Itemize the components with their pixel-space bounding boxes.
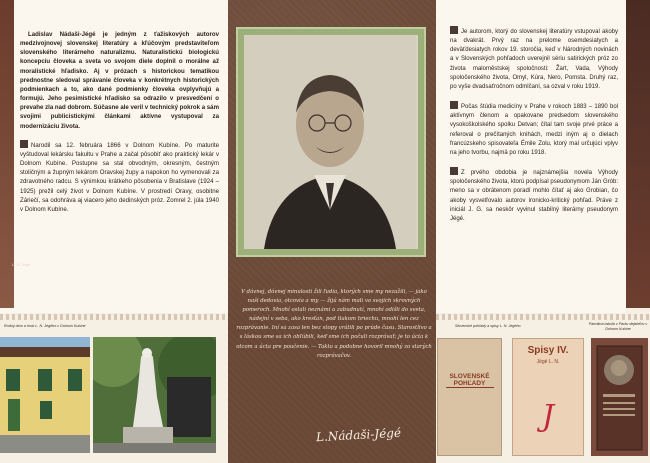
bullet-square-icon (450, 26, 458, 34)
right-paragraph-1: Je autorom, ktorý do slovenskej literatúry vstupoval akoby na dvakrát. Prvý raz na prelome osemdesiatych a deväťdesiatych rokov 19. storočia, keď v Národných novinách a v Slovenských pohľadoch uverejnil sériu satirických próz zo života maloměstskej spoločnosti: Žart, Vada, Výhody spoločenského života, Omyl, Kúra, Nero, Pomsta. Druhý raz, po vyše dvadsaťročnom odmlčaní, sa ozval v roku 1919. (450, 26, 618, 92)
bullet-square-icon (450, 167, 458, 175)
portrait-frame (236, 27, 426, 257)
slovenske-pohlady-book (437, 338, 502, 456)
portrait-photo (244, 35, 418, 249)
plaque-caption: Pamätná tabuľa v Parku dejateľov v Dolnom Kubíne (588, 322, 648, 331)
right-paragraph-3: Z prvého obdobia je najznámejšia novela Výhody spoločenského života, ktorú podpísal pseudonymom Ján Grób: meno sa v obrátenom poradí mohlo čítať aj ako Grobian, čo akoby vysvetľovalo autorov ironicko-kritický pohľad. Práve z iniciál J. G. sa neskôr vyvinul stabilný literárny pseudonym Jégé. (450, 167, 618, 224)
bullet-square-icon (450, 101, 458, 109)
book2-title: Spisy IV. (527, 345, 569, 356)
photos-caption: Rodný dom a hrob L. N. Jégého v Dolnom Kubíne (4, 324, 86, 328)
book2-monogram: J (541, 399, 555, 434)
statue-illustration (93, 337, 216, 453)
right-paragraph-2: Počas štúdia medicíny v Prahe v rokoch 1883 – 1890 bol aktívnym členom a opakovane predsedom slovenského vysokoškolského spolku Detvan; čítal tam svoje prvé práce a referoval o prečítaných knihách, medzi iným aj o dielach francúzskeho spisovateľa Émile Zolu, ktorý mal určujúci vplyv na jeho tvorbu, najmä po roku 1918. (450, 101, 618, 158)
house-illustration (0, 337, 90, 453)
book1-title: SLOVENSKÉ POHĽADY (449, 373, 490, 387)
center-panel (228, 0, 436, 463)
portrait-illustration (244, 35, 416, 249)
right-decorative-strip (626, 0, 650, 308)
memorial-plaque (591, 338, 648, 456)
right-text-block (450, 26, 618, 224)
spisy-book (512, 338, 584, 456)
grave-statue-photo (93, 337, 216, 453)
author-signature: L.Nádaši-Jégé (315, 425, 402, 445)
biography-paragraph: Narodil sa 12. februára 1866 v Dolnom Kubíne. Po maturite vyštudoval lekársku fakultu v Prahe a začal pôsobiť ako praktický lekár v Dolnom Kubíne. Postupne sa stal obvodným, okresným, čestným stoličným a župným lekárom Oravskej župy a napokon ho vymenovali za zdravotného radcu. S výnimkou krátkeho pôsobenia v Bratislave (1924 – 1925) prežil celý život v Dolnom Kubíne. V prostredí Oravy, osobitne Záriečí, sa odohráva aj viacero jeho dedinských próz. Zomrel 2. júla 1940 v Dolnom Kubíne. (20, 141, 219, 213)
quote-text: V dávnej, dávnej minulosti žili ľudia, ktorých sme my nezažili, — jako naši dedovia, otcovia a my — žijú nám mali vo svojich skrovných pomeroch. Mnohí ostali neznámi a zabudnutí, mnohí odišli do sveta, nádejní v seba, ako kresťan, pod tlakom hriechu, mnohí len cez rozprávanie. Iní sa zasa len bez stopy vrátili po prúde času. Starostlivo a s láskou sme sa ich obľúbili, keď sme ich počuli rozprávať; je to úcta k otcom a úcta pre poučenie. — Takto a podobne hovoril mnohý zo starých rozprávačov. (236, 289, 432, 359)
intro-paragraph: Ladislav Nádaši-Jégé je jedným z ťažiskových autorov medzivojnovej slovenskej literatúry a kľúčovým predstaviteľom slovenského literárneho naturalizmu. Naturalistickú biologickú koncepciu človeka a sveta vo svojom diele doplnil o morálne až moralistické hľadisko. Aj v prózach s historickou tematikou prednostne sledoval správanie človeka v konkrétnych historických podmienkach a to, ako dané podmienky človeka ovplyvňujú a formujú. Jeho pesimistické hľadisko sa odrazilo v presvedčení o prevahe zla nad dobrom. Súčasne ale veril v technický pokrok a sám svojimi publicistickými článkami aktívne vystupoval za modernizáciu života. (20, 31, 219, 130)
books-caption: Slovenské pohľady a spisy L. N. Jégého (455, 324, 521, 328)
left-text-block (20, 30, 219, 214)
bullet-square-icon (20, 140, 28, 148)
plaque-illustration (591, 338, 648, 456)
book1-rule (446, 387, 494, 388)
birth-house-photo (0, 337, 90, 453)
portrait-caption: L. N. Jégé (12, 262, 31, 267)
book2-author: Jégé L. N. (536, 359, 560, 365)
